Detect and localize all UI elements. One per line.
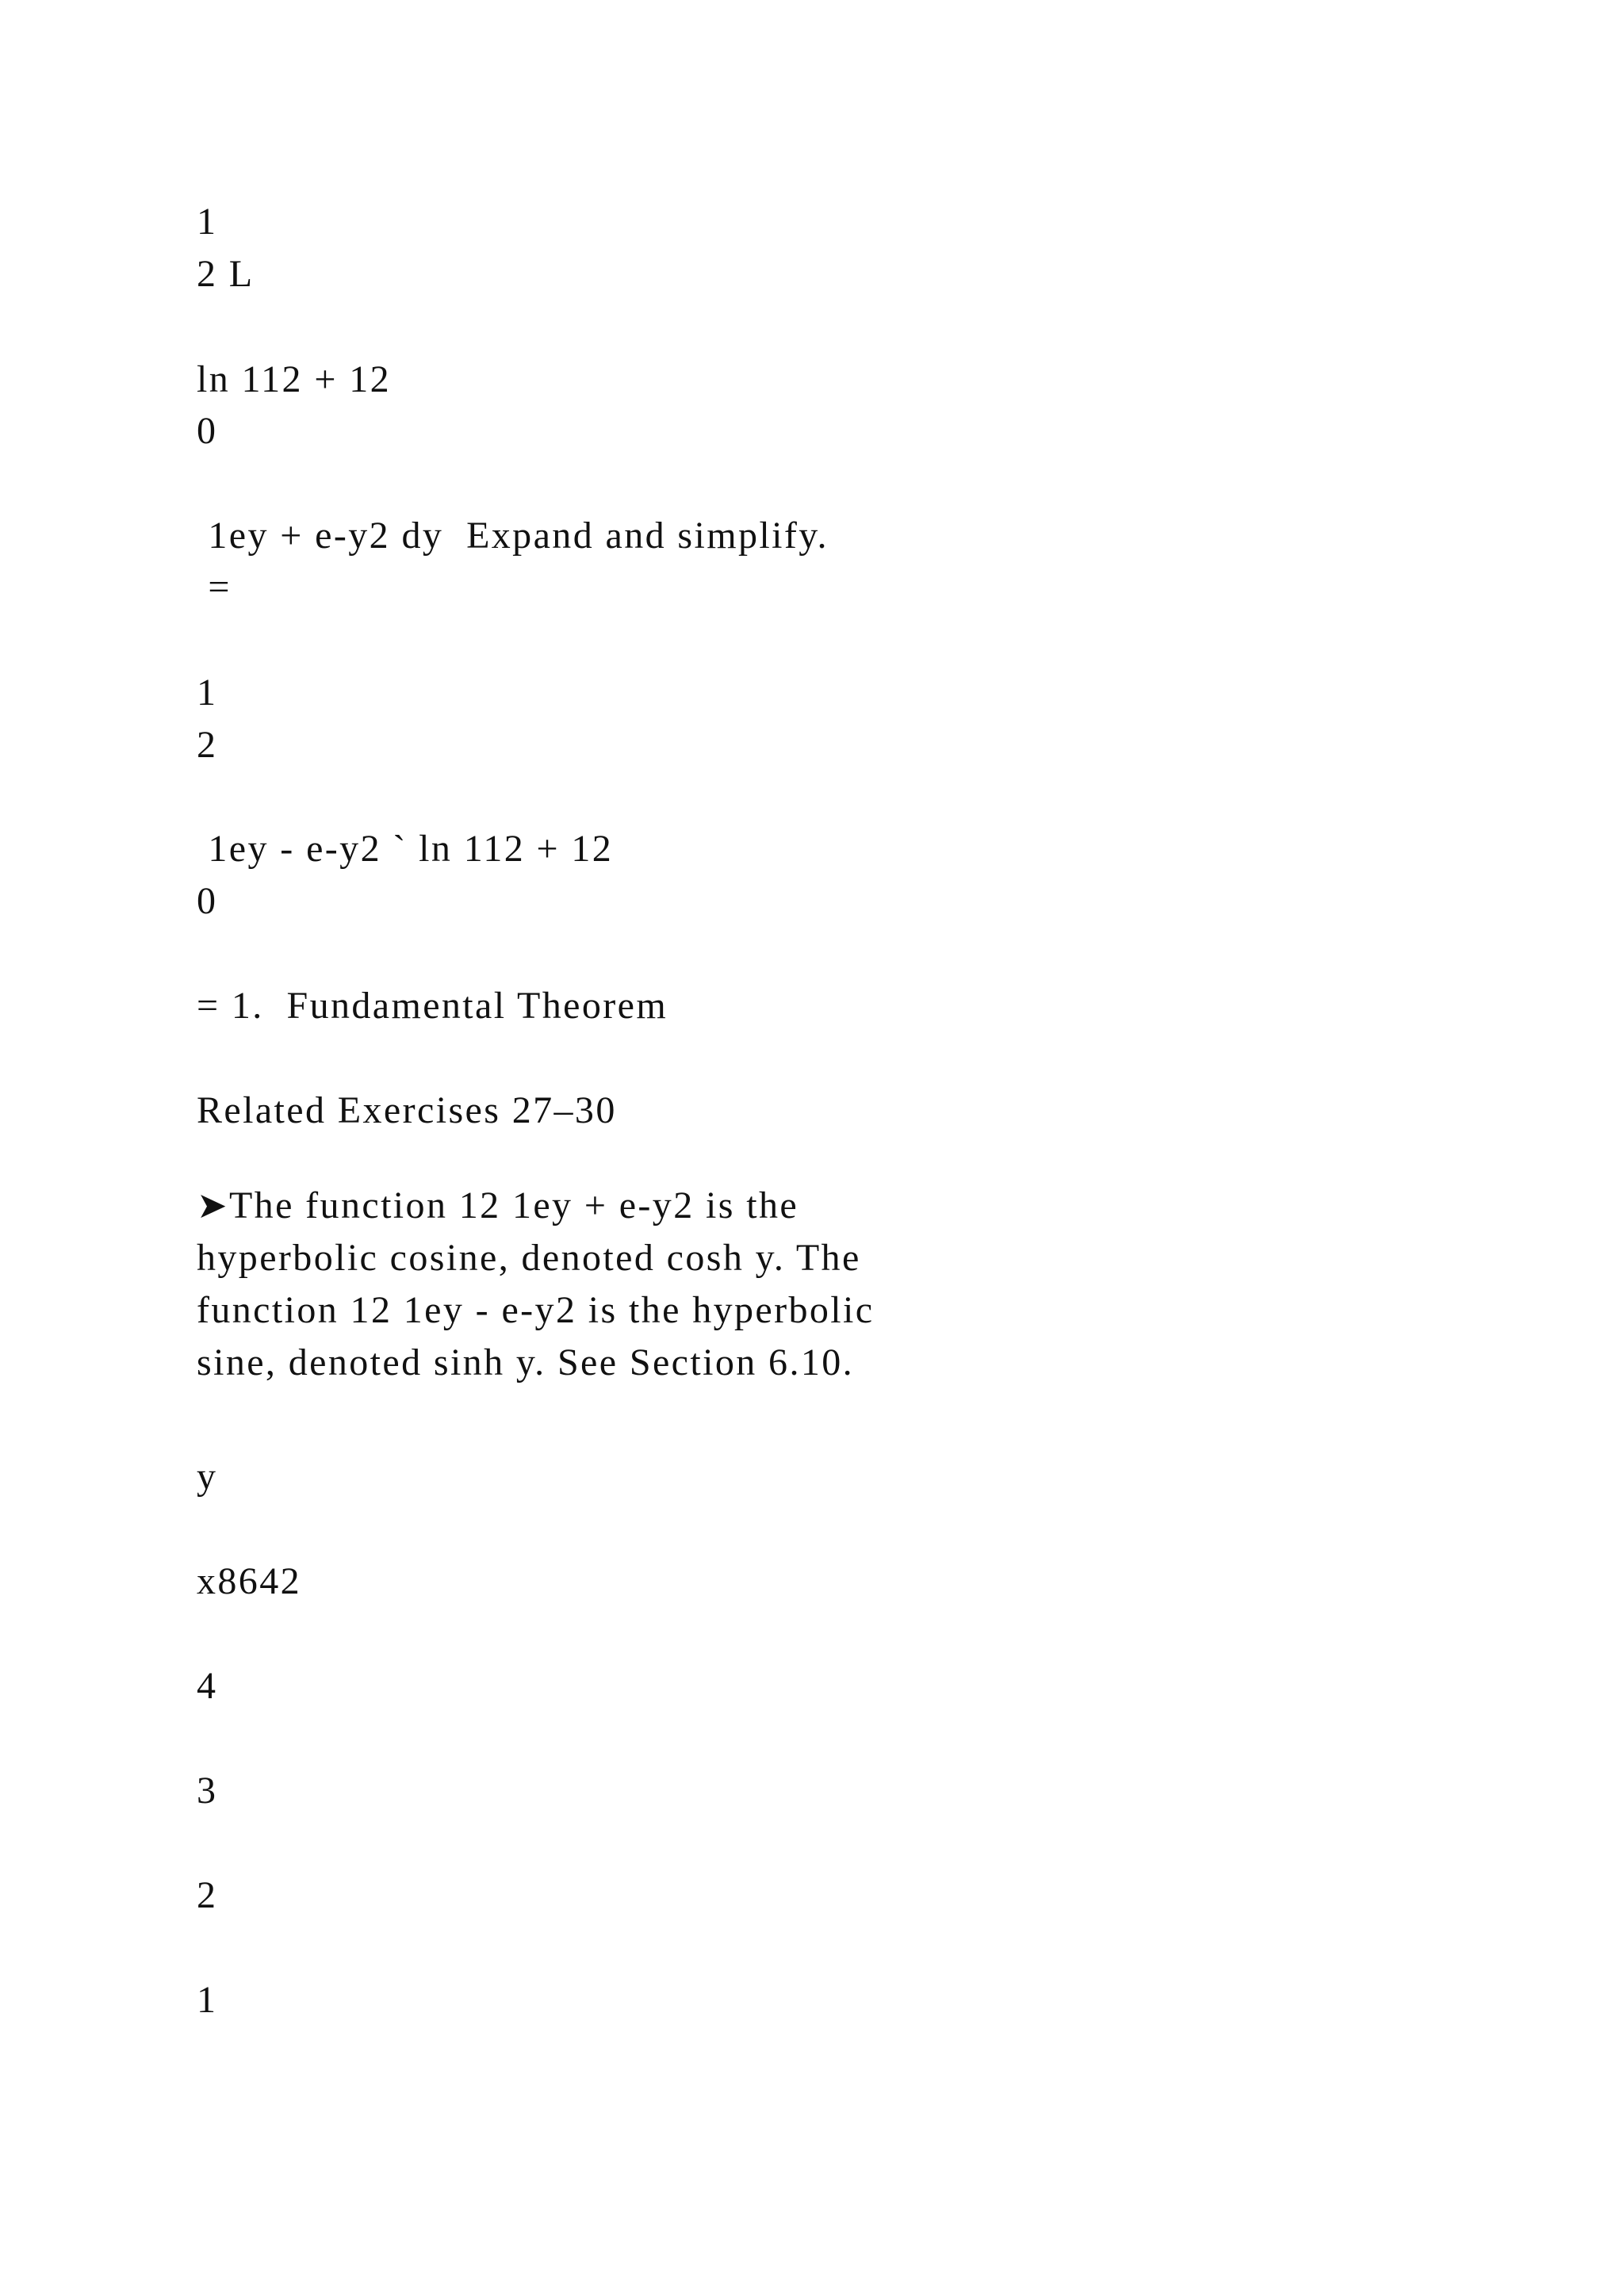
figure-label-x-ticks: x8642 (197, 1560, 301, 1602)
figure-label-y: y (197, 1456, 218, 1498)
integral-lower-limit: 0 (197, 410, 218, 452)
note-line-2: hyperbolic cosine, denoted cosh y. The (197, 1237, 861, 1279)
result-line: = 1. Fundamental Theorem (197, 985, 668, 1027)
integrand-step: 1ey + e-y2 dy Expand and simplify. (197, 515, 829, 557)
related-exercises: Related Exercises 27–30 (197, 1089, 617, 1131)
evaluation-lower-limit: 0 (197, 880, 218, 922)
arrow-icon: ➤ (197, 1184, 229, 1226)
margin-note (197, 1179, 1228, 1389)
fraction-denominator-2: 2 (197, 724, 218, 766)
note-line-4: sine, denoted sinh y. See Section 6.10. (197, 1341, 855, 1383)
figure-label-4: 4 (197, 1665, 218, 1707)
note-line-1 (197, 1179, 1228, 1232)
fraction-denominator-integral: 2 L (197, 253, 255, 295)
integral-upper-limit: ln 112 + 12 (197, 358, 392, 400)
figure-label-2: 2 (197, 1874, 218, 1916)
fraction-numerator-2: 1 (197, 672, 218, 714)
note-line-3: function 12 1ey - e-y2 is the hyperbolic (197, 1289, 875, 1331)
equals-sign: = (197, 566, 232, 608)
figure-label-1: 1 (197, 1979, 218, 2021)
evaluation-step: 1ey - e-y2 ` ln 112 + 12 (197, 828, 614, 870)
note-line-1-text: The function 12 1ey + e-y2 is the (228, 1184, 799, 1226)
figure-label-3: 3 (197, 1770, 218, 1812)
fraction-numerator: 1 (197, 201, 218, 243)
